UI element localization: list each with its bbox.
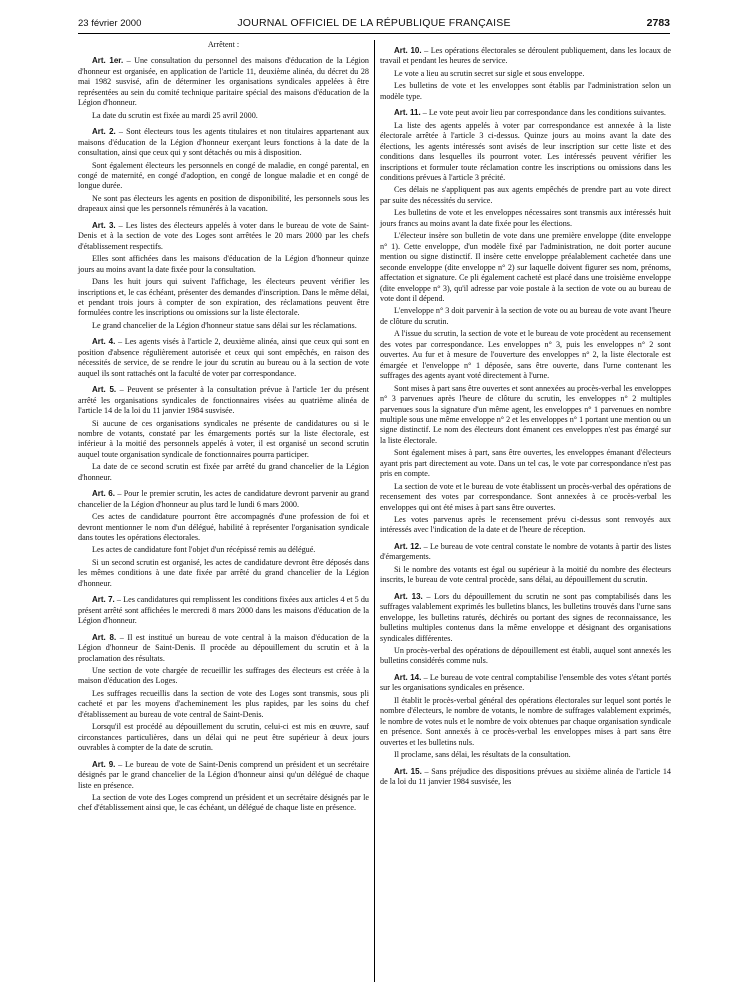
article-text: – Il est institué un bureau de vote central à la maison d'éducation de la Légion d'honneur de Saint-Denis. Il procède au dépouillement du scrutin et à la proclamation des résultats. — [78, 632, 370, 663]
column-separator — [374, 40, 375, 982]
article-text: – Sans préjudice des dispositions prévues au sixième alinéa de l'article 14 de la loi du 11 janvier 1984 susvisée, les — [380, 766, 671, 786]
article-label: Art. 15. — [394, 766, 422, 776]
article-label: Art. 5. — [92, 385, 117, 395]
article-label: Art. 2. — [92, 127, 116, 137]
article-text: – Les candidatures qui remplissent les conditions fixées aux articles 4 et 5 du présent arrêté sont affichées le mercredi 8 mars 2000 dans les maisons d'éducation de la Légion d'honneur. — [78, 595, 369, 626]
arretent-heading: Arrêtent : — [207, 40, 240, 49]
article-paragraph — [78, 489, 369, 510]
body-paragraph: Les actes de candidature font l'objet d'un récépissé remis au délégué. — [92, 545, 316, 555]
article-label: Art. 8. — [92, 632, 117, 642]
article-text: – Le bureau de vote central constate le nombre de votants à partir des listes d'émargements. — [380, 541, 671, 562]
body-paragraph: Les bulletins de vote et les enveloppes sont établis par l'administration selon un modèle type. — [380, 81, 671, 101]
article-label: Art. 3. — [92, 220, 116, 230]
body-paragraph: La liste des agents appelés à voter par correspondance est annexée à la liste électorale arrêtée à l'article 3 ci-dessus. Quinze jours au moins avant la date des élections, les agents intéressés sont avisés de leur inscription sur cette liste et des conditions dans lesquelles ils pourront voter. Les intéressés peuvent vérifier les inscriptions et formuler toute réclamation contre les inscriptions ou omissions dans les conditions prévues à l'article 3 précité. — [380, 120, 671, 182]
article-text: – Les agents visés à l'article 2, deuxième alinéa, ainsi que ceux qui sont en position d'absence régulièrement autorisée et ceux qui sont empêchés, en raison des nécessités de service, de se rendre le jour du scrutin au bureau ou à la section de vote auquel ils sont rattachés ont la faculté de voter par correspondance. — [78, 337, 370, 378]
article-paragraph — [380, 542, 671, 563]
article-label: Art. 9. — [92, 759, 116, 769]
article-label: Art. 4. — [92, 337, 116, 347]
left-column — [78, 40, 369, 816]
body-paragraph: Sont mises à part sans être ouvertes et sont annexées au procès-verbal les enveloppes n° 3 parvenues après l'heure de clôture du scrutin, les enveloppes n° 2 multiples parvenues sous la signature d'un même agent, les enveloppes n° 1 parvenues en nombre multiple sous une même enveloppe n° 2 et les enveloppes n° 1 portant une mention ou un signe distinctif. Le nom des électeurs dont émanent ces enveloppes n'est pas émargé sur la liste électorale. — [380, 383, 671, 445]
issue-date: 23 février 2000 — [78, 18, 142, 29]
body-paragraph: Les votes parvenus après le recensement prévu ci-dessus sont renvoyés aux intéressés avec l'indication de la date et de l'heure de réception. — [380, 515, 671, 535]
body-paragraph: La section de vote et le bureau de vote établissent un procès-verbal des opérations de recensement des votes par correspondance. Sont annexées à ce procès-verbal les enveloppes qui ont été mises à part sans être ouvertes. — [380, 481, 671, 512]
body-paragraph: Une section de vote chargée de recueillir les suffrages des électeurs est créée à la maison d'éducation des Loges. — [78, 666, 369, 686]
journal-title: JOURNAL OFFICIEL DE LA RÉPUBLIQUE FRANÇAISE — [237, 17, 511, 29]
body-paragraph: Si un second scrutin est organisé, les actes de candidature devront être déposés dans les mêmes conditions à une date fixée par arrêté du grand chancelier de la Légion d'honneur. — [78, 557, 369, 588]
article-label: Art. 11. — [394, 108, 421, 118]
body-paragraph: Il établit le procès-verbal général des opérations électorales sur lequel sont portés le nombre d'électeurs, le nombre de votants, le nombre de suffrages valablement exprimés, le nombre de votes nuls et le nombre de voix obtenues par chaque organisation syndicale en présence. Sont annexés à ce procès-verbal les enveloppes mises à part sans être ouvertes et les bulletins nuls. — [380, 695, 671, 747]
article-label: Art. 7. — [92, 595, 115, 605]
article-paragraph — [78, 56, 369, 108]
body-paragraph: Le vote a lieu au scrutin secret sur sigle et sous enveloppe. — [394, 68, 585, 78]
article-paragraph — [380, 46, 671, 67]
article-text: – Pour le premier scrutin, les actes de candidature devront parvenir au grand chancelier de la Légion d'honneur au plus tard le lundi 6 mars 2000. — [78, 489, 369, 509]
article-paragraph — [78, 127, 369, 158]
article-label: Art. 14. — [394, 672, 422, 682]
article-paragraph — [78, 633, 369, 664]
article-text: – Peuvent se présenter à la consultation prévue à l'article 1er du présent arrêté les organisations syndicales de fonctionnaires visées au quatrième alinéa de l'article 14 de la loi du 11 janvier 1984 susvisée. — [78, 385, 369, 416]
article-paragraph — [380, 108, 671, 118]
page-header — [78, 14, 670, 34]
body-paragraph: La date de ce second scrutin est fixée par arrêté du grand chancelier de la Légion d'honneur. — [78, 462, 369, 482]
article-paragraph — [380, 592, 671, 644]
body-paragraph: Dans les huit jours qui suivent l'affichage, les électeurs peuvent vérifier les inscriptions et, le cas échéant, présenter des demandes d'inscription. Dans le même délai, et pendant trois jours à compter de son expiration, des réclamations peuvent être formulées contre les inscriptions ou omissions sur la liste électorale. — [78, 277, 369, 318]
article-paragraph — [78, 221, 369, 252]
article-label: Art. 6. — [92, 489, 115, 499]
article-text: – Le vote peut avoir lieu par correspondance dans les conditions suivantes. — [420, 108, 666, 118]
article-text: – Le bureau de vote central comptabilise l'ensemble des votes s'étant portés sur les organisations syndicales en présence. — [380, 672, 672, 693]
body-paragraph: La section de vote des Loges comprend un président et un secrétaire désignés par le chef d'établissement ainsi que, le cas échéant, un délégué de chaque liste en présence. — [78, 793, 369, 813]
article-text: – Lors du dépouillement du scrutin ne sont pas comptabilisés dans les suffrages valablement exprimés les bulletins blancs, les bulletins trouvés dans l'urne sans enveloppe, les bulletins raturés, déchirés ou portant des signes de reconnaissance, les bulletins multiples contenus dans la même enveloppe et désignant des organisations syndicales différentes. — [380, 591, 671, 643]
body-paragraph: Si aucune de ces organisations syndicales ne présente de candidatures ou si le nombre de votants, constaté par les émargements portés sur la liste électorale, est inférieur à la moitié des personnels appelés à voter, il est organisé un second scrutin auquel toute organisation syndicale de fonctionnaires pourra participer. — [78, 418, 369, 459]
body-paragraph: Si le nombre des votants est égal ou supérieur à la moitié du nombre des électeurs inscrits, le bureau de vote central procède, sans délai, au dépouillement du scrutin. — [380, 564, 671, 585]
body-paragraph: Il proclame, sans délai, les résultats de la consultation. — [394, 750, 571, 760]
body-paragraph: Les suffrages recueillis dans la section de vote des Loges sont transmis, sous pli cacheté et par les moyens d'acheminement les plus rapides, par les soins du chef d'établissement au bureau de vote central de Saint-Denis. — [78, 688, 369, 719]
body-paragraph: Le grand chancelier de la Légion d'honneur statue sans délai sur les réclamations. — [92, 320, 357, 330]
article-text: – Les opérations électorales se déroulent publiquement, dans les locaux de travail et pendant les heures de service. — [380, 46, 672, 66]
body-paragraph: Ne sont pas électeurs les agents en position de disponibilité, les personnels sous les drapeaux ainsi que les personnels rémunérés à la vacation. — [78, 193, 369, 214]
body-paragraph: L'enveloppe n° 3 doit parvenir à la section de vote ou au bureau de vote avant l'heure de clôture du scrutin. — [380, 306, 671, 326]
body-paragraph: Sont également électeurs les personnels en congé de maladie, en congé parental, en congé de maternité, en congé d'adoption, en congé de longue maladie et en congé de longue durée. — [78, 160, 369, 191]
header-rule — [78, 33, 670, 34]
body-paragraph: L'électeur insère son bulletin de vote dans une première enveloppe (dite enveloppe n° 1). Cette enveloppe, d'un modèle fixé par l'administration, ne doit porter aucune mention ou signe distinctif. Il insère cette enveloppe préalablement cachetée dans une seconde enveloppe (dite enveloppe n° 2) sur laquelle doivent figurer ses nom, prénoms, affectation et signature. Ce pli également cacheté est placé dans une troisième enveloppe (dite enveloppe n° 3), qu'il adresse par voie postale à la section de vote ou au bureau de vote dont il dépend. — [380, 231, 671, 303]
article-paragraph — [78, 760, 369, 791]
article-text: – Sont électeurs tous les agents titulaires et non titulaires appartenant aux maisons d'éducation de la Légion d'honneur exerçant leurs fonctions à la date de la consultation, ainsi que ceux qui y sont détachés ou mis à disposition. — [78, 127, 370, 158]
right-column — [380, 40, 671, 789]
article-paragraph — [380, 767, 671, 788]
article-paragraph — [78, 337, 369, 379]
article-label: Art. 10. — [394, 46, 422, 55]
article-text: – Une consultation du personnel des maisons d'éducation de la Légion d'honneur est organisée, en application de l'article 11, deuxième alinéa, du décret du 28 mai 1982 susvisé, afin de déterminer les organisations syndicales appelées à être représentées au sein du comité technique paritaire spécial des maisons d'éducation de la Légion d'honneur. — [78, 56, 369, 108]
body-paragraph: Ces actes de candidature pourront être accompagnés d'une profession de foi et devront mentionner le nom d'un délégué, habilité à représenter l'organisation syndicale dans toutes les opérations électorales. — [78, 512, 369, 543]
page-number: 2783 — [646, 17, 670, 29]
article-label: Art. 13. — [394, 591, 423, 601]
body-paragraph: Un procès-verbal des opérations de dépouillement est établi, auquel sont annexés les bulletins considérés comme nuls. — [380, 646, 671, 666]
article-label: Art. 12. — [394, 541, 422, 551]
body-paragraph: A l'issue du scrutin, la section de vote et le bureau de vote procèdent au recensement des votes par correspondance. Les enveloppes n° 3, puis les enveloppes n° 2 sont ouvertes. Au fur et à mesure de l'ouverture des enveloppes n° 2, la liste électorale est émargée et l'enveloppe n° 1 déposée, sans être ouverte, dans l'urne contenant les suffrages des agents ayant voté directement à l'urne. — [380, 329, 671, 381]
body-paragraph: Elles sont affichées dans les maisons d'éducation de la Légion d'honneur quinze jours au moins avant la date fixée pour la consultation. — [78, 254, 369, 274]
article-text: – Les listes des électeurs appelés à voter dans le bureau de vote de Saint-Denis et à la section de vote des Loges sont arrêtées le 20 mars 2000 par les chefs d'établissement respectifs. — [78, 220, 369, 251]
body-paragraph: La date du scrutin est fixée au mardi 25 avril 2000. — [92, 110, 258, 120]
article-text: – Le bureau de vote de Saint-Denis comprend un président et un secrétaire désignés par le grand chancelier de la Légion d'honneur ainsi qu'un délégué de chaque liste en présence. — [78, 759, 369, 790]
body-paragraph: Les bulletins de vote et les enveloppes nécessaires sont transmis aux intéressés huit jours francs au moins avant la date fixée pour les élections. — [380, 208, 671, 228]
article-paragraph — [78, 385, 369, 416]
body-paragraph: Ces délais ne s'appliquent pas aux agents empêchés de prendre part au vote direct par suite des nécessités du service. — [380, 185, 671, 205]
body-paragraph: Sont également mises à part, sans être ouvertes, les enveloppes émanant d'électeurs ayant pris part directement au vote. Dans un tel cas, le vote par correspondance n'est pas pris en compte. — [380, 448, 671, 479]
article-label: Art. 1er. — [92, 56, 124, 66]
article-paragraph — [78, 595, 369, 626]
article-paragraph — [380, 673, 671, 694]
body-paragraph: Lorsqu'il est procédé au dépouillement du scrutin, celui-ci est mis en œuvre, sauf circonstances particulières, dans un délai qui ne peut être supérieur à deux jours ouvrables à compter de la date de scrutin. — [78, 722, 369, 753]
